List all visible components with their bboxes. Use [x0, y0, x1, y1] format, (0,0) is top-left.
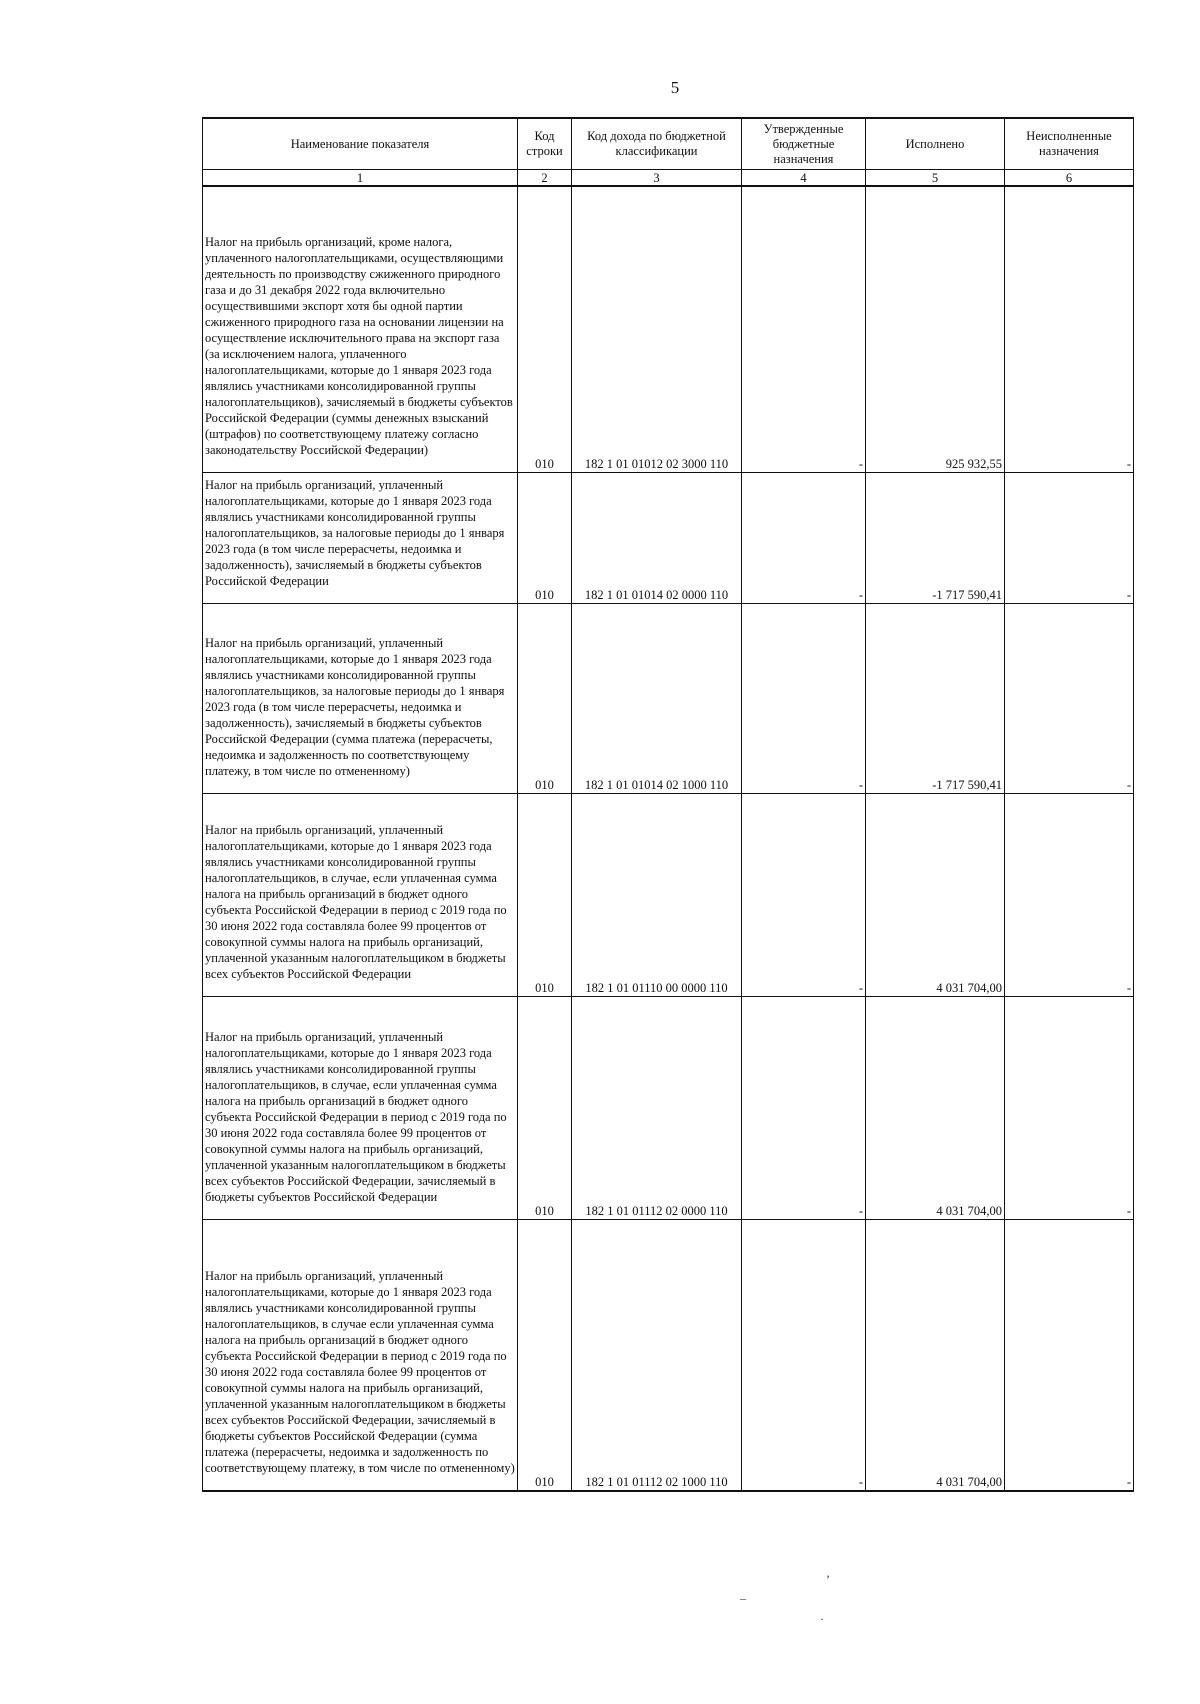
indicator-name: [203, 794, 518, 997]
header-line-code: Код строки: [518, 118, 572, 170]
executed-value: 925 932,55: [866, 186, 1005, 473]
indicator-name-text: Налог на прибыль организаций, уплаченный налогоплательщиками, которые до 1 января 2023 года являлись участниками консолидированной группы налогоплательщиков, в случае если уплаченная сумма налога на прибыль организаций в бюджет одного субъекта Российской Федерации в период с 2019 года по 30 июня 2022 года составляла более 99 процентов от совокупной суммы налога на прибыль организаций, уплаченной указанным налогоплательщиком в бюджеты всех субъектов Российской Федерации, зачисляемый в бюджеты субъектов Российской Федерации (сумма платежа (перерасчеты, недоимка и задолженность по соответствующему платежу, в том числе по отмененному): [205, 1269, 515, 1475]
approved-value: -: [742, 473, 866, 604]
header-approved: Утвержденные бюджетные назначения: [742, 118, 866, 170]
scan-artifact: –: [740, 1591, 746, 1605]
unexecuted-value: -: [1005, 794, 1134, 997]
indicator-name-text: Налог на прибыль организаций, уплаченный налогоплательщиками, которые до 1 января 2023 года являлись участниками консолидированной группы налогоплательщиков, за налоговые периоды до 1 января 2023 года (в том числе перерасчеты, недоимка и задолженность), зачисляемый в бюджеты субъектов Российской Федерации: [205, 478, 505, 588]
column-number: 6: [1005, 170, 1134, 187]
executed-value: -1 717 590,41: [866, 473, 1005, 604]
indicator-name: [203, 997, 518, 1220]
approved-value: -: [742, 186, 866, 473]
indicator-name-text: Налог на прибыль организаций, уплаченный налогоплательщиками, которые до 1 января 2023 года являлись участниками консолидированной группы налогоплательщиков, в случае, если уплаченная сумма налога на прибыль организаций в бюджет одного субъекта Российской Федерации в период с 2019 года по 30 июня 2022 года составляла более 99 процентов от совокупной суммы налога на прибыль организаций, уплаченной указанным налогоплательщиком в бюджеты всех субъектов Российской Федерации: [205, 823, 507, 981]
indicator-name: [203, 186, 518, 473]
column-number: 2: [518, 170, 572, 187]
column-number: 3: [572, 170, 742, 187]
table-row: [203, 997, 1134, 1220]
executed-value: 4 031 704,00: [866, 1220, 1005, 1492]
header-budget-code: Код дохода по бюджетной классификации: [572, 118, 742, 170]
line-code: 010: [518, 1220, 572, 1492]
table-row: [203, 186, 1134, 473]
approved-value: -: [742, 997, 866, 1220]
unexecuted-value: -: [1005, 604, 1134, 794]
scan-artifact: ·: [820, 1612, 824, 1626]
column-number: 5: [866, 170, 1005, 187]
executed-value: 4 031 704,00: [866, 794, 1005, 997]
unexecuted-value: -: [1005, 997, 1134, 1220]
line-code: 010: [518, 604, 572, 794]
table-row: [203, 604, 1134, 794]
executed-value: 4 031 704,00: [866, 997, 1005, 1220]
header-unexecuted: Неисполненные назначения: [1005, 118, 1134, 170]
indicator-name: [203, 473, 518, 604]
budget-code: 182 1 01 01112 02 0000 110: [572, 997, 742, 1220]
approved-value: -: [742, 604, 866, 794]
column-number: 4: [742, 170, 866, 187]
table-header-row: [203, 118, 1134, 170]
header-executed: Исполнено: [866, 118, 1005, 170]
budget-code: 182 1 01 01014 02 1000 110: [572, 604, 742, 794]
budget-code: 182 1 01 01014 02 0000 110: [572, 473, 742, 604]
unexecuted-value: -: [1005, 473, 1134, 604]
line-code: 010: [518, 997, 572, 1220]
approved-value: -: [742, 794, 866, 997]
column-number-row: [203, 170, 1134, 187]
column-number: 1: [203, 170, 518, 187]
line-code: 010: [518, 473, 572, 604]
header-indicator-name: Наименование показателя: [203, 118, 518, 170]
budget-code: 182 1 01 01110 00 0000 110: [572, 794, 742, 997]
approved-value: -: [742, 1220, 866, 1492]
budget-code: 182 1 01 01112 02 1000 110: [572, 1220, 742, 1492]
table-row: [203, 473, 1134, 604]
budget-execution-table: [202, 117, 1134, 1492]
indicator-name-text: Налог на прибыль организаций, кроме налога, уплаченного налогоплательщиками, осуществляющими деятельность по производству сжиженного природного газа и до 31 декабря 2022 года включительно осуществившими экспорт хотя бы одной партии сжиженного природного газа на основании лицензии на осуществление исключительного права на экспорт газа (за исключением налога, уплаченного налогоплательщиками, которые до 1 января 2023 года являлись участниками консолидированной группы налогоплательщиков), зачисляемый в бюджеты субъектов Российской Федерации (суммы денежных взысканий (штрафов) по соответствующему платежу согласно законодательству Российской Федерации): [205, 235, 513, 457]
executed-value: -1 717 590,41: [866, 604, 1005, 794]
budget-code: 182 1 01 01012 02 3000 110: [572, 186, 742, 473]
scan-artifact: ’: [826, 1572, 830, 1586]
unexecuted-value: -: [1005, 1220, 1134, 1492]
indicator-name-text: Налог на прибыль организаций, уплаченный налогоплательщиками, которые до 1 января 2023 года являлись участниками консолидированной группы налогоплательщиков, за налоговые периоды до 1 января 2023 года (в том числе перерасчеты, недоимка и задолженность), зачисляемый в бюджеты субъектов Российской Федерации (сумма платежа (перерасчеты, недоимка и задолженность по соответствующему платежу, в том числе по отмененному): [205, 636, 505, 778]
unexecuted-value: -: [1005, 186, 1134, 473]
indicator-name: [203, 1220, 518, 1492]
indicator-name-text: Налог на прибыль организаций, уплаченный налогоплательщиками, которые до 1 января 2023 года являлись участниками консолидированной группы налогоплательщиков, в случае, если уплаченная сумма налога на прибыль организаций в бюджет одного субъекта Российской Федерации в период с 2019 года по 30 июня 2022 года составляла более 99 процентов от совокупной суммы налога на прибыль организаций, уплаченной указанным налогоплательщиком в бюджеты всех субъектов Российской Федерации, зачисляемый в бюджеты субъектов Российской Федерации: [205, 1030, 507, 1204]
line-code: 010: [518, 794, 572, 997]
line-code: 010: [518, 186, 572, 473]
page-number: 5: [670, 78, 680, 97]
table-row: [203, 1220, 1134, 1492]
indicator-name: [203, 604, 518, 794]
table-row: [203, 794, 1134, 997]
